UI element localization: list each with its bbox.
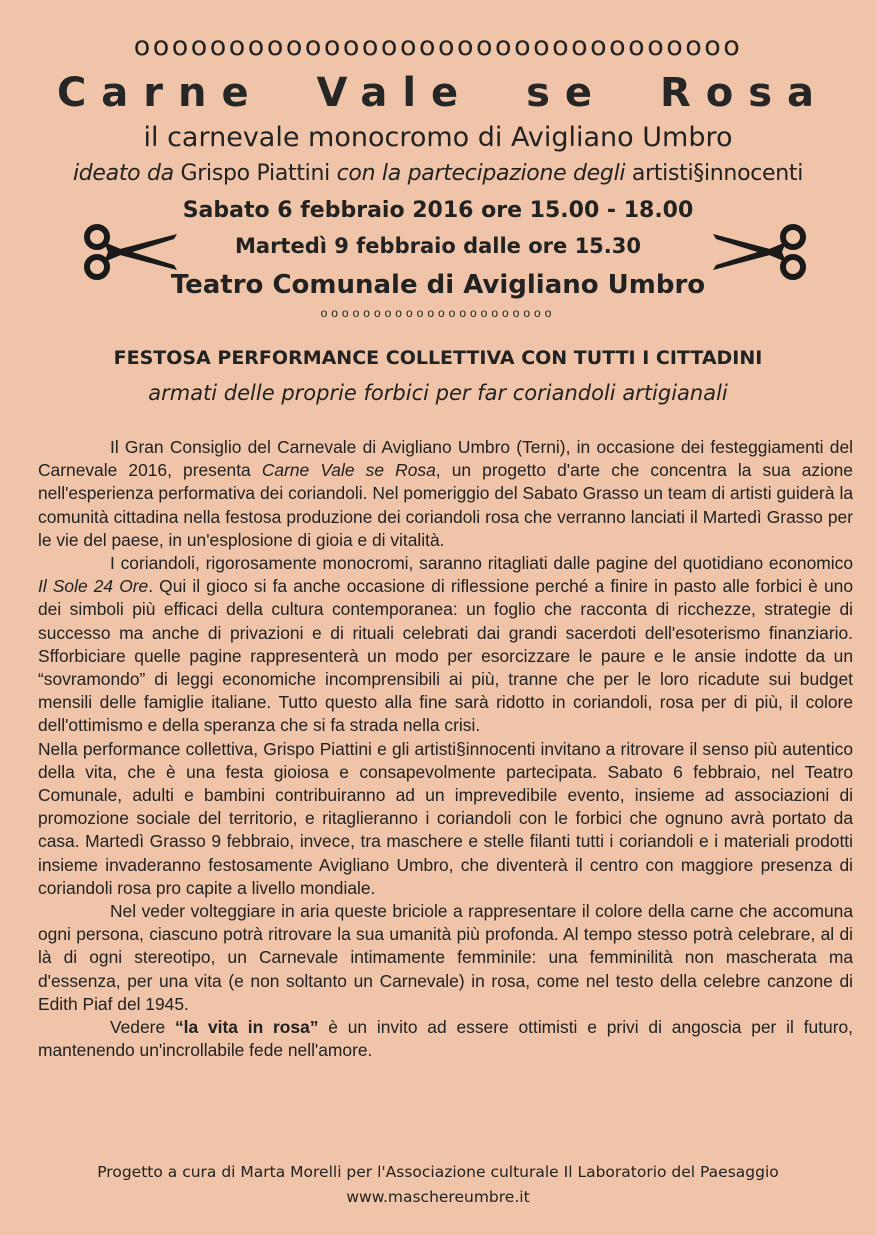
song-quote: “la vita in rosa” [174, 1017, 319, 1038]
paragraph-5: Vedere “la vita in rosa” è un invito ad essere ottimisti e privi di angoscia per il futuro, mantenendo un'incrollabile fede nell'amore. [38, 1017, 853, 1061]
paragraph-1: Il Gran Consiglio del Carnevale di Avigliano Umbro (Terni), in occasione dei festeggiamenti del Carnevale 2016, presenta Carne Vale se Rosa, un progetto d'arte che concentra la sua azione nell'esperienza performativa dei coriandoli. Nel pomeriggio del Sabato Grasso un team di artisti guiderà la comunità cittadina nella festosa produzione dei coriandoli rosa che verranno lanciati il Martedì Grasso per le vie del paese, in un'esplosione di gioia e di vitalità. [38, 437, 853, 550]
paragraph-4: Nel veder volteggiare in aria queste briciole a rappresentare il colore della carne che accomuna ogni persona, ciascuno potrà ritrovare la sua umanità più profonda. Al tempo stesso potrà celebrare, al di là di ogni stereotipo, un Carnevale intimamente femminile: una femminilità non mascherata ma d'essenza, per una vita (e non soltanto un Carnevale) in rosa, come nel testo della celebre canzone di Edith Piaf del 1945. [38, 901, 853, 1014]
project-credits: Progetto a cura di Marta Morelli per l'Associazione culturale Il Laboratorio del Paesaggio [97, 1163, 779, 1181]
performance-tagline: armati delle proprie forbici per far coriandoli artigianali [148, 381, 728, 405]
collective-name: artisti§innocenti [625, 161, 804, 186]
body-text [38, 436, 853, 1062]
newspaper-title: Il Sole 24 Ore [38, 576, 149, 597]
flyer-subtitle: il carnevale monocromo di Avigliano Umbro [143, 122, 733, 153]
decorative-small-dots: oooooooooooooooooooooo [320, 306, 556, 320]
flyer-title: Carne Vale se Rosa [56, 70, 830, 116]
paragraph-3: Nella performance collettiva, Grispo Piattini e gli artisti§innocenti invitano a ritrovare il senso più autentico della vita, che è una festa gioiosa e consapevolmente partecipata. Sabato 6 febbraio, nel Teatro Comunale, adulti e bambini contribuiranno ad un imprevedibile evento, insieme ad associazioni di promozione sociale del territorio, e ritaglieranno i coriandoli con le forbici che ognuno avrà portato da casa. Martedì Grasso 9 febbraio, invece, tra maschere e stelle filanti tutti i coriandoli e i materiali prodotti insieme invaderanno festosamente Avigliano Umbro, che diventerà il centro con maggiore presenza di coriandoli rosa pro capite a livello mondiale. [38, 738, 853, 898]
event-date-saturday: Sabato 6 febbraio 2016 ore 15.00 - 18.00 [182, 198, 694, 223]
website-link[interactable]: www.maschereumbre.it [346, 1188, 530, 1206]
ideato-label: ideato da [72, 161, 174, 186]
event-venue: Teatro Comunale di Avigliano Umbro [170, 270, 706, 300]
event-date-tuesday: Martedì 9 febbraio dalle ore 15.30 [235, 234, 641, 258]
author-name: Grispo Piattini [173, 161, 337, 186]
decorative-dots-row: oooooooooooooooooooooooooooooooo [133, 31, 743, 62]
participation-label: con la partecipazione degli [336, 161, 626, 186]
performance-headline: FESTOSA PERFORMANCE COLLETTIVA CON TUTTI I CITTADINI [113, 347, 763, 369]
paragraph-2: I coriandoli, rigorosamente monocromi, saranno ritagliati dalle pagine del quotidiano economico Il Sole 24 Ore. Qui il gioco si fa anche occasione di riflessione perché a finire in pasto alle forbici è uno dei simboli più efficaci della cultura contemporanea: un foglio che racconta di ricchezze, strategie di successo ma anche di privazioni e di rituali celebrati dai grandi sacerdoti dell'esoterismo finanziario. Sfforbiciare quelle pagine rappresenterà un modo per esorcizzare le paure e le ansie indotte da un “sovramondo” di leggi economiche incomprensibili ai più, tranne che per le loro ricadute sui budget mensili delle famiglie italiane. Tutto questo alla fine sarà ridotto in coriandoli, rosa per di più, il colore dell'ottimismo e della speranza che si fa strada nella crisi. [38, 553, 853, 736]
project-title: Carne Vale se Rosa [261, 460, 436, 481]
credits-line [0, 158, 876, 190]
